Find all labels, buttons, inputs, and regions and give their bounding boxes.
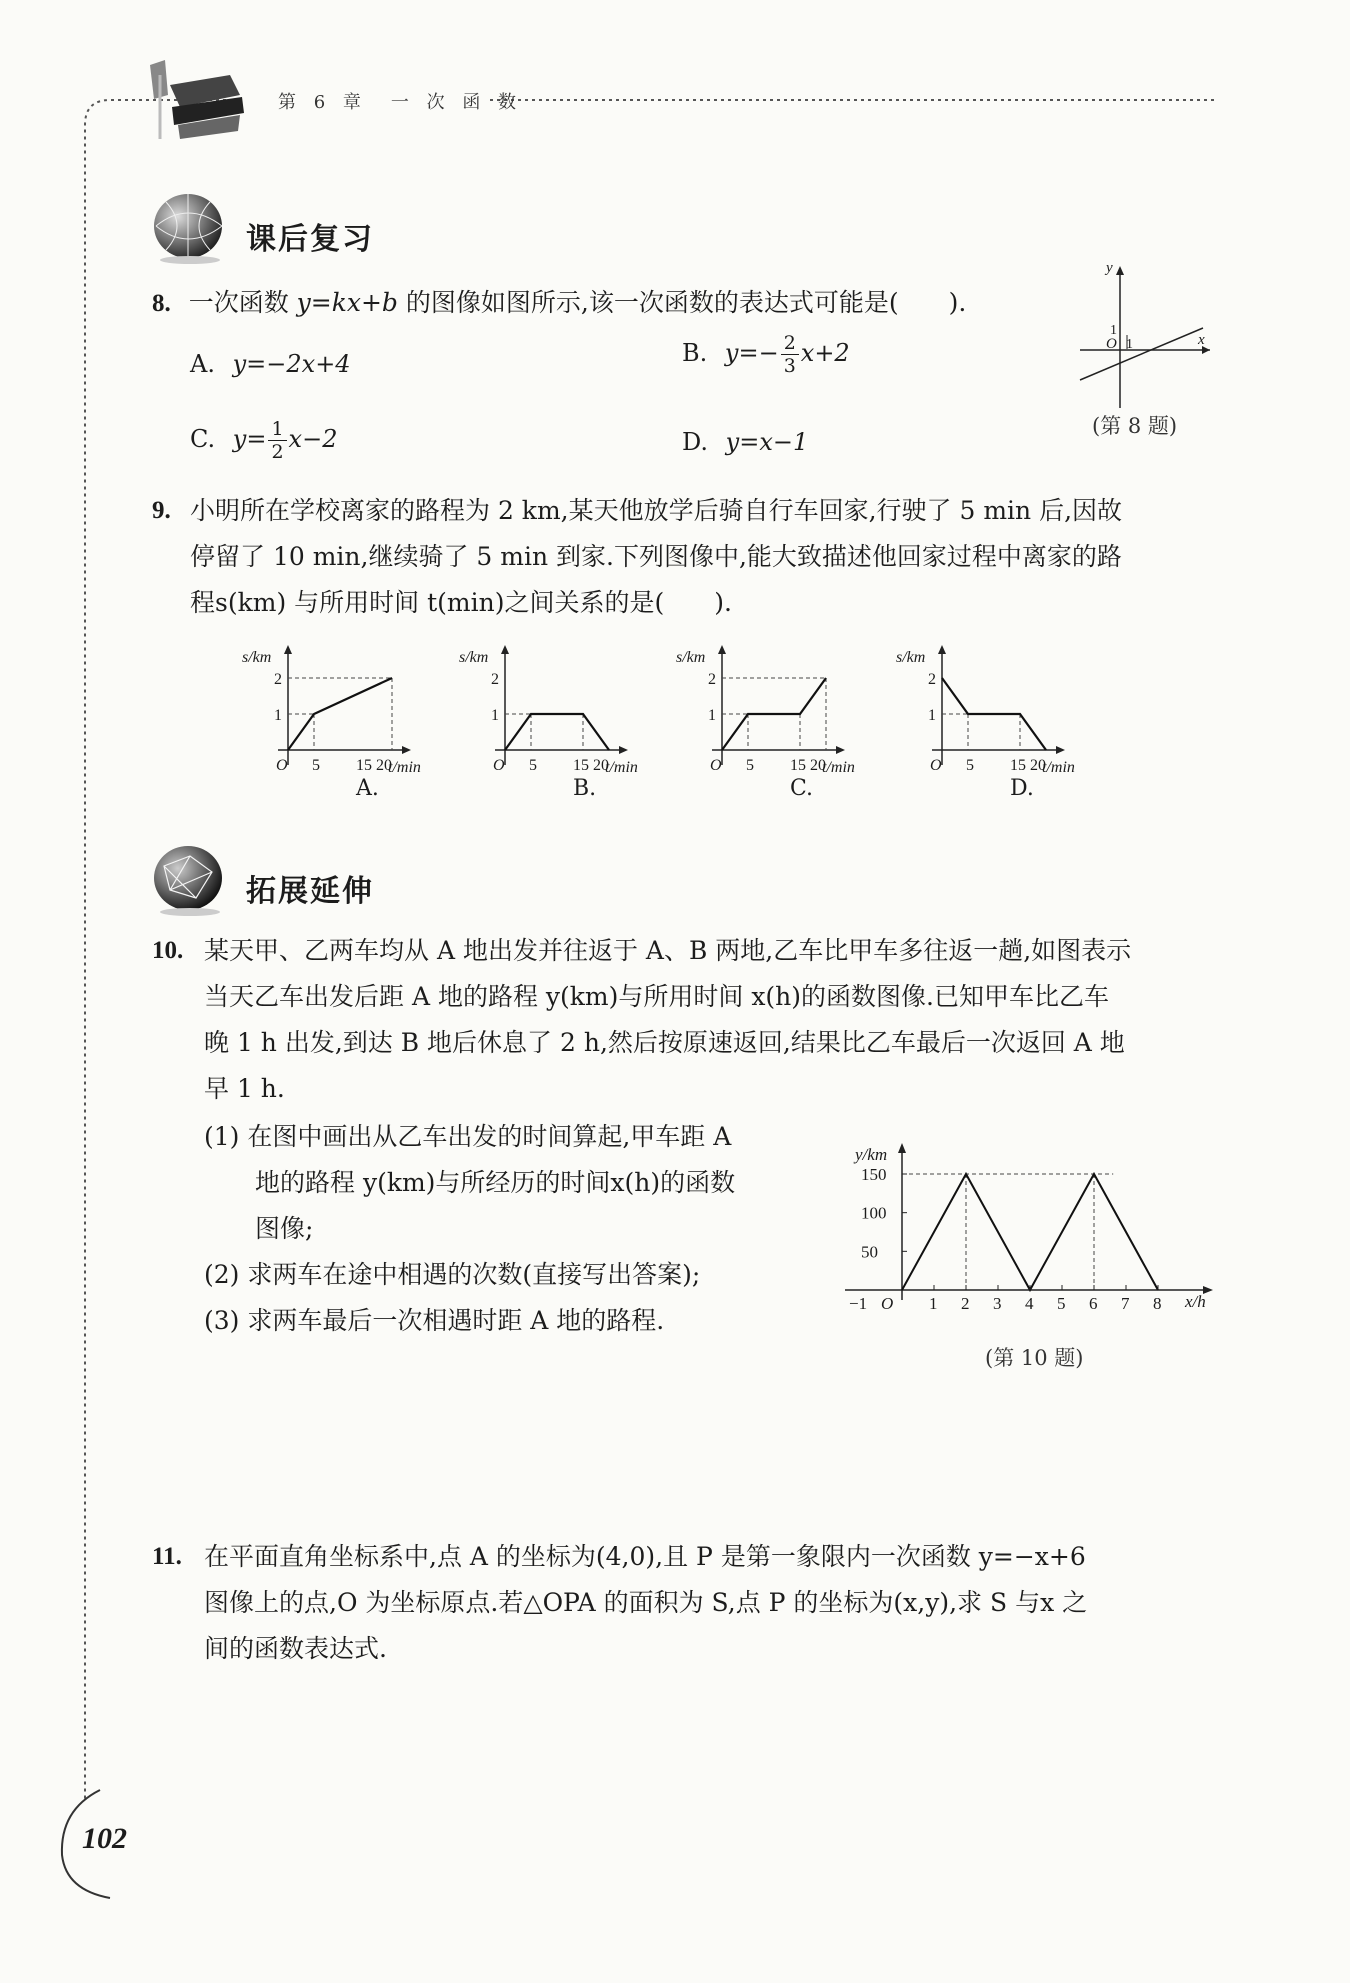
fraction bbox=[781, 332, 799, 377]
option-a bbox=[190, 350, 351, 378]
tick-label-2: 2 bbox=[928, 671, 936, 688]
option-expr-post: x−2 bbox=[288, 425, 338, 453]
y-tick-label: 100 bbox=[861, 1203, 887, 1223]
books-logo-icon bbox=[140, 55, 250, 140]
question-10-part-1-end: 图像; bbox=[255, 1214, 314, 1243]
question-10-part-2: (2) 求两车在途中相遇的次数(直接写出答案); bbox=[204, 1260, 701, 1289]
x-axis-label: t/min bbox=[822, 759, 855, 776]
tick-label-1: 1 bbox=[708, 707, 716, 724]
q10-figure bbox=[845, 1135, 1225, 1335]
origin-label: O bbox=[881, 1294, 894, 1313]
tick-label-15-20: 15 20 bbox=[356, 757, 392, 774]
x-tick-label: 5 bbox=[1057, 1294, 1066, 1313]
globe-network-icon bbox=[150, 842, 230, 917]
origin-label: O bbox=[276, 757, 288, 774]
tick-label-1: 1 bbox=[928, 707, 936, 724]
globe-icon bbox=[150, 190, 230, 265]
page-number: 102 bbox=[82, 1822, 127, 1855]
option-label: D. bbox=[682, 428, 709, 456]
axis-y-label: y bbox=[1106, 260, 1113, 276]
option-label: B. bbox=[682, 339, 708, 367]
x-tick-label: 6 bbox=[1089, 1294, 1098, 1313]
x-tick-label: 2 bbox=[961, 1294, 970, 1313]
q10-caption: (第 10 题) bbox=[985, 1346, 1084, 1370]
question-10-line-3: 晚 1 h 出发,到达 B 地后休息了 2 h,然后按原速返回,结果比乙车最后一次返回 A 地 bbox=[204, 1028, 1125, 1057]
option-expr: y=−2x+4 bbox=[232, 350, 351, 378]
origin-label: O bbox=[710, 757, 722, 774]
section-title-review: 课后复习 bbox=[246, 222, 374, 257]
fraction-denominator: 3 bbox=[783, 355, 796, 377]
question-11-line-2: 图像上的点,O 为坐标原点.若△OPA 的面积为 S,点 P 的坐标为(x,y),求 S 与x 之 bbox=[204, 1588, 1088, 1617]
q8-figure bbox=[1070, 258, 1220, 418]
tick-label-15-20: 15 20 bbox=[790, 757, 826, 774]
question-8 bbox=[152, 280, 966, 327]
tick-label-5: 5 bbox=[966, 757, 974, 774]
option-expr: y=x−1 bbox=[725, 428, 809, 456]
x-tick-label: 1 bbox=[929, 1294, 938, 1313]
question-10-part-1: (1) 在图中画出从乙车出发的时间算起,甲车距 A bbox=[204, 1122, 732, 1151]
origin-label: O bbox=[493, 757, 505, 774]
fraction-denominator: 2 bbox=[271, 441, 284, 463]
option-expr-pre: y=− bbox=[724, 339, 779, 367]
question-10-line-4: 早 1 h. bbox=[204, 1074, 285, 1103]
tick-label-5: 5 bbox=[312, 757, 320, 774]
question-9-line-2: 停留了 10 min,继续骑了 5 min 到家.下列图像中,能大致描述他回家过程中离家的路 bbox=[190, 542, 1122, 571]
x-tick-label: 3 bbox=[993, 1294, 1002, 1313]
q9-option-label: A. bbox=[356, 776, 379, 801]
tick-label-2: 2 bbox=[491, 671, 499, 688]
axis-x-label: x bbox=[1198, 332, 1205, 348]
tick-label-15-20: 15 20 bbox=[1010, 757, 1046, 774]
q9-graph-a bbox=[238, 640, 438, 790]
option-label: A. bbox=[190, 350, 215, 378]
y-axis-label: s/km bbox=[242, 649, 272, 666]
tick-label-5: 5 bbox=[529, 757, 537, 774]
question-text-post: 的图像如图所示,该一次函数的表达式可能是( ). bbox=[397, 288, 967, 317]
y-tick-label: 50 bbox=[861, 1242, 878, 1262]
x-axis-label: t/min bbox=[388, 759, 421, 776]
q9-graph-c bbox=[672, 640, 872, 790]
fraction-numerator: 2 bbox=[781, 332, 799, 355]
q8-caption: (第 8 题) bbox=[1092, 414, 1178, 438]
question-number: 10. bbox=[152, 937, 184, 964]
tick-label-2: 2 bbox=[274, 671, 282, 688]
option-b bbox=[682, 332, 850, 377]
question-number: 8. bbox=[152, 290, 171, 317]
x-one-label: 1 bbox=[1126, 337, 1133, 352]
option-expr-pre: y= bbox=[232, 425, 267, 453]
question-9-line-3: 程s(km) 与所用时间 t(min)之间关系的是( ). bbox=[190, 588, 732, 617]
tick-label-5: 5 bbox=[746, 757, 754, 774]
question-9-line-1: 小明所在学校离家的路程为 2 km,某天他放学后骑自行车回家,行驶了 5 min 后,因故 bbox=[190, 496, 1123, 525]
y-axis-label: s/km bbox=[459, 649, 489, 666]
option-label: C. bbox=[190, 425, 216, 453]
tick-label-15-20: 15 20 bbox=[573, 757, 609, 774]
x-tick-label: 8 bbox=[1153, 1294, 1162, 1313]
fraction bbox=[268, 418, 286, 463]
origin-label: O bbox=[930, 757, 942, 774]
y-tick-label: 150 bbox=[861, 1165, 887, 1184]
q9-option-label: D. bbox=[1010, 776, 1034, 801]
y-axis-label: s/km bbox=[676, 649, 706, 666]
graph-line bbox=[505, 714, 609, 750]
question-expr: y=kx+b bbox=[296, 288, 398, 317]
tick-label-1: 1 bbox=[491, 707, 499, 724]
y-axis-label: s/km bbox=[896, 649, 926, 666]
x-neg-tick-label: −1 bbox=[849, 1294, 868, 1313]
option-expr-post: x+2 bbox=[800, 339, 850, 367]
axis-x-label: x/h bbox=[1185, 1292, 1206, 1311]
chapter-header: 第 6 章 一 次 函 数 bbox=[278, 92, 523, 113]
question-number: 11. bbox=[152, 1543, 182, 1570]
question-text: 一次函数 bbox=[188, 288, 297, 317]
question-10-line-1: 某天甲、乙两车均从 A 地出发并往返于 A、B 两地,乙车比甲车多往返一趟,如图表示 bbox=[204, 936, 1132, 965]
tick-label-1: 1 bbox=[274, 707, 282, 724]
question-10-line-2: 当天乙车出发后距 A 地的路程 y(km)与所用时间 x(h)的函数图像.已知甲车比乙车 bbox=[204, 982, 1109, 1011]
q9-option-label: B. bbox=[573, 776, 597, 801]
section-title-extension: 拓展延伸 bbox=[246, 874, 374, 909]
option-c bbox=[190, 418, 337, 463]
car-b-line bbox=[902, 1174, 1158, 1290]
question-number: 9. bbox=[152, 497, 171, 524]
question-11-line-1: 在平面直角坐标系中,点 A 的坐标为(4,0),且 P 是第一象限内一次函数 y=−x+6 bbox=[204, 1542, 1086, 1571]
y-one-label: 1 bbox=[1110, 323, 1117, 338]
option-d bbox=[682, 428, 808, 456]
x-axis-label: t/min bbox=[1042, 759, 1075, 776]
x-axis-label: t/min bbox=[605, 759, 638, 776]
x-tick-label: 4 bbox=[1025, 1294, 1034, 1313]
q9-graph-d bbox=[892, 640, 1092, 790]
origin-label: O bbox=[1106, 336, 1117, 352]
q9-graph-b bbox=[455, 640, 655, 790]
axis-y-label: y/km bbox=[855, 1145, 888, 1164]
q9-option-label: C. bbox=[790, 776, 814, 801]
question-11-line-3: 间的函数表达式. bbox=[204, 1634, 387, 1663]
question-10-part-1-cont: 地的路程 y(km)与所经历的时间x(h)的函数 bbox=[255, 1168, 736, 1197]
question-10-part-3: (3) 求两车最后一次相遇时距 A 地的路程. bbox=[204, 1306, 665, 1335]
fraction-numerator: 1 bbox=[268, 418, 286, 441]
tick-label-2: 2 bbox=[708, 671, 716, 688]
x-tick-label: 7 bbox=[1121, 1294, 1130, 1313]
